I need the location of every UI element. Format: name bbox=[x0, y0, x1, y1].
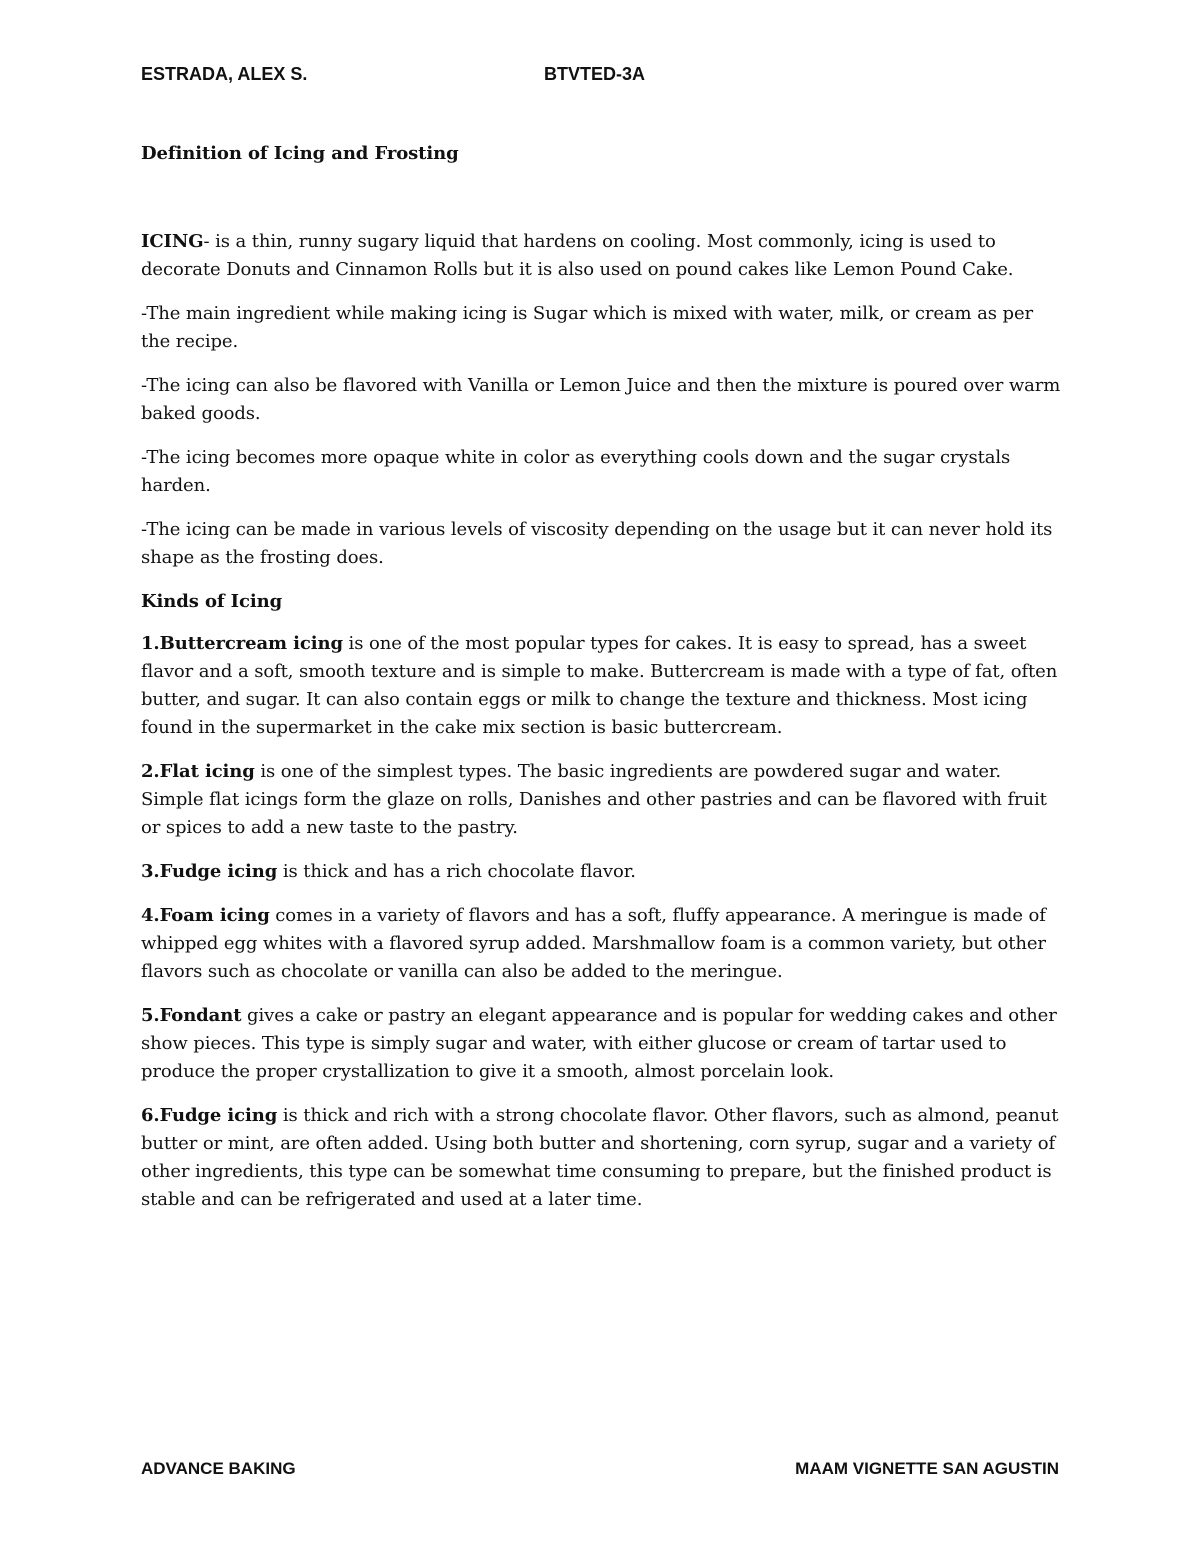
teacher-name: MAAM VIGNETTE SAN AGUSTIN bbox=[795, 1459, 1059, 1478]
icing-definition bbox=[141, 228, 1061, 284]
kind-term: 6.Fudge icing bbox=[141, 1105, 278, 1126]
document-title: Definition of Icing and Frosting bbox=[141, 143, 459, 164]
kind-term: 3.Fudge icing bbox=[141, 861, 278, 882]
kind-term: 1.Buttercream icing bbox=[141, 633, 343, 654]
kind-text: is one of the most popular types for cakes. It is easy to spread, has a sweet flavor and a soft, smooth texture and is simple to make. Buttercream is made with a type of fat, often butter, and sugar. It can also contain eggs or milk to change the texture and thickness. Most icing found in the supermarket in the cake mix section is basic buttercream. bbox=[141, 633, 1058, 738]
kind-flat bbox=[141, 758, 1061, 842]
student-name: ESTRADA, ALEX S. bbox=[141, 64, 308, 84]
icing-note-1: -The main ingredient while making icing is Sugar which is mixed with water, milk, or cream as per the recipe. bbox=[141, 303, 1034, 352]
page-footer bbox=[141, 1459, 1059, 1487]
kind-text: is one of the simplest types. The basic ingredients are powdered sugar and water. Simple flat icings form the glaze on rolls, Danishes and other pastries and can be flavored with fruit or spices to add a new taste to the pastry. bbox=[141, 761, 1047, 838]
kind-text: gives a cake or pastry an elegant appearance and is popular for wedding cakes and other show pieces. This type is simply sugar and water, with either glucose or cream of tartar used to produce the proper crystallization to give it a smooth, almost porcelain look. bbox=[141, 1005, 1057, 1082]
icing-note-4: -The icing can be made in various levels of viscosity depending on the usage but it can never hold its shape as the frosting does. bbox=[141, 519, 1053, 568]
icing-note-2: -The icing can also be flavored with Vanilla or Lemon Juice and then the mixture is poured over warm baked goods. bbox=[141, 375, 1061, 424]
document-body bbox=[141, 140, 1061, 1230]
icing-definition-text: - is a thin, runny sugary liquid that hardens on cooling. Most commonly, icing is used to decorate Donuts and Cinnamon Rolls but it is also used on pound cakes like Lemon Pound Cake. bbox=[141, 231, 1014, 280]
kind-fudge bbox=[141, 858, 1061, 886]
kind-term: 2.Flat icing bbox=[141, 761, 255, 782]
kind-text: is thick and rich with a strong chocolate flavor. Other flavors, such as almond, peanut butter or mint, are often added. Using both butter and shortening, corn syrup, sugar and a variety of other ingredients, this type can be somewhat time consuming to prepare, but the finished product is stable and can be refrigerated and used at a later time. bbox=[141, 1105, 1059, 1210]
icing-term: ICING bbox=[141, 231, 204, 252]
kind-text: is thick and has a rich chocolate flavor. bbox=[277, 861, 636, 882]
kind-foam bbox=[141, 902, 1061, 986]
student-section: BTVTED-3A bbox=[544, 64, 646, 84]
kind-term: 4.Foam icing bbox=[141, 905, 270, 926]
page-header bbox=[141, 64, 1059, 92]
kind-term: 5.Fondant bbox=[141, 1005, 242, 1026]
icing-note-3: -The icing becomes more opaque white in color as everything cools down and the sugar crystals harden. bbox=[141, 447, 1011, 496]
kind-text: comes in a variety of flavors and has a soft, fluffy appearance. A meringue is made of whipped egg whites with a flavored syrup added. Marshmallow foam is a common variety, but other flavors such as chocolate or vanilla can also be added to the meringue. bbox=[141, 905, 1046, 982]
kinds-heading: Kinds of Icing bbox=[141, 591, 283, 612]
kind-fondant bbox=[141, 1002, 1061, 1086]
course-name: ADVANCE BAKING bbox=[141, 1459, 296, 1478]
kind-buttercream bbox=[141, 630, 1061, 742]
kind-fudge-2 bbox=[141, 1102, 1061, 1214]
